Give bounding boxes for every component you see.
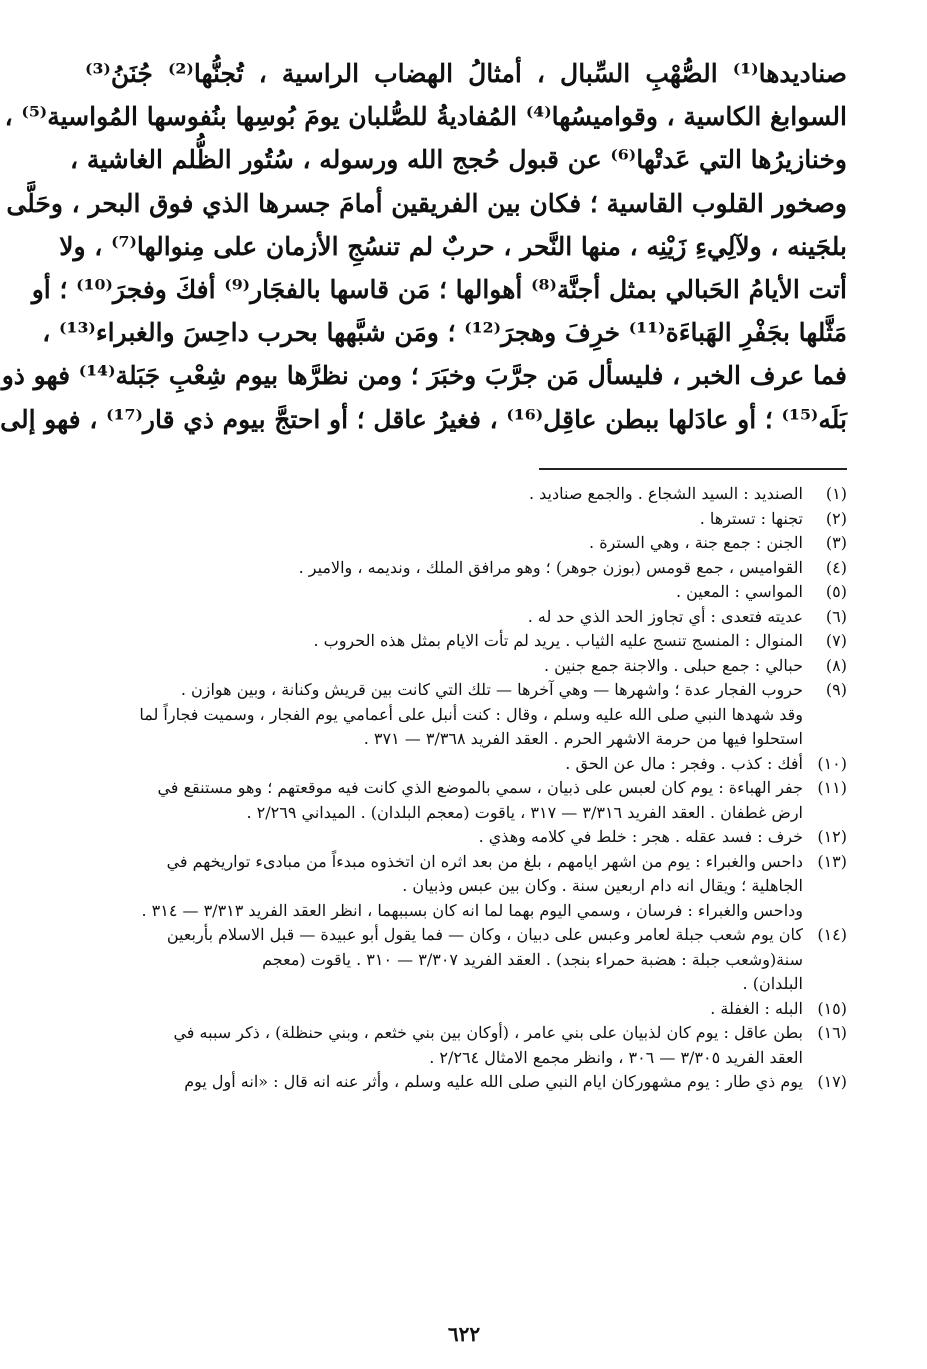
footnote-text: [85, 1021, 803, 1070]
footnote: [85, 580, 847, 605]
footnote-text: [85, 678, 803, 752]
footnote-number: (١٤): [817, 925, 847, 944]
main-text-line: بلجَينه ، ولآلِيءِ زَيْنِه ، منها النَّحر ، حربٌ لم تنسُجِ الأزمان على مِنوالها⁽⁷⁾ ، ولا: [59, 231, 847, 261]
footnote-text: [85, 1070, 803, 1095]
main-text-line: وخنازيرُها التي عَدتْها⁽⁶⁾ عن قبول حُجج الله ورسوله ، سُتُور الظُّلم الغاشية ،: [70, 145, 847, 175]
footnote-text: [85, 580, 803, 605]
footnote-line: المنوال : المنسج تنسج عليه الثياب . يريد لم تأت الايام بمثل هذه الحروب .: [313, 631, 803, 650]
footnote-number: (١٢): [817, 827, 847, 846]
footnote-number: (٥): [825, 582, 847, 601]
page-number: ٦٢٢: [447, 1322, 481, 1346]
footnote-line: المواسي : المعين .: [675, 582, 803, 601]
footnote-line: جفر الهباءة : يوم كان لعبس على ذبيان ، سمي بالموضع الذي كانت فيه موقعتهم ؛ وهو مستنقع في: [157, 778, 803, 797]
footnote: [85, 629, 847, 654]
main-text-line: السوابغ الكاسية ، وقواميسُها⁽⁴⁾ المُفاديةُ للصُّلبان يومَ بُوسِها بنُفوسها المُواسية⁽⁵⁾ ،: [4, 102, 847, 132]
footnote-line: داحس والغبراء : يوم من اشهر ايامهم ، بلغ من بعد اثره ان اتخذوه مبدءاً من مبادىء تواريخهم في: [166, 851, 803, 871]
main-text: [0, 52, 847, 441]
footnote-text: [85, 507, 803, 532]
footnote-line: خرف : فسد عقله . هجر : خلط في كلامه وهذي .: [478, 827, 803, 846]
footnote-number: (٢): [825, 508, 847, 528]
footnote-line: الصنديد : السيد الشجاع . والجمع صناديد .: [528, 484, 803, 503]
footnote-line: حروب الفجار عدة ؛ واشهرها — وهي آخرها — تلك التي كانت بين قريش وكنانة ، وبين هوازن .: [180, 680, 803, 699]
footnote: [85, 678, 847, 752]
footnote: [85, 825, 847, 850]
footnote: [85, 997, 847, 1022]
footnote: [85, 752, 847, 777]
footnote-text: [85, 605, 803, 630]
footnote: [85, 507, 847, 532]
footnote-text: [85, 629, 803, 654]
footnote: [85, 776, 847, 825]
footnote-line: حبالي : جمع حبلى . والاجنة جمع جنين .: [543, 655, 803, 675]
footnote-line: وقد شهدها النبي صلى الله عليه وسلم ، وقال : كنت أنبل على أعمامي يوم الفجار ، وسميت فجاراً لما: [139, 704, 803, 724]
footnote-line: سنة(وشعب جبلة : هضبة حمراء بنجد) . العقد الفريد ٣/٣٠٧ — ٣١٠ . ياقوت (معجم: [262, 949, 803, 969]
footnote-number: (١): [825, 484, 847, 503]
footnote-line: وداحس والغبراء : فرسان ، وسمي اليوم بهما لما انه كان بسببهما ، انظر العقد الفريد ٣/٣١٣ — ٣١٤ .: [141, 900, 803, 920]
footnote-line: البلدان) .: [742, 974, 803, 993]
footnote-text: [85, 482, 803, 507]
footnote: [85, 482, 847, 507]
footnote-line: أفك : كذب . وفجر : مال عن الحق .: [565, 753, 803, 773]
footnote: [85, 654, 847, 679]
footnote-text: [85, 825, 803, 850]
footnote: [85, 923, 847, 997]
footnote-line: القواميس ، جمع قومس (بوزن جوهر) ؛ وهو مرافق الملك ، ونديمه ، والامير .: [298, 557, 803, 577]
footnote: [85, 556, 847, 581]
footnote-separator: [539, 468, 847, 470]
footnote: [85, 1070, 847, 1095]
footnote-number: (٦): [825, 606, 847, 626]
footnote-number: (١٧): [817, 1072, 847, 1091]
footnote-line: الجنن : جمع جنة ، وهي السترة .: [589, 533, 803, 552]
footnote-text: [85, 556, 803, 581]
footnote-number: (٨): [825, 655, 847, 675]
main-text-line: فما عرف الخبر ، فليسأل مَن جرَّبَ وخبَرَ ؛ ومن نظرَّها بيوم شِعْبِ جَبَلة⁽¹⁴⁾ فهو ذو: [1, 361, 847, 391]
footnotes: [85, 482, 847, 1095]
footnote-line: الجاهلية ؛ ويقال انه دام اربعين سنة . وكان بين عبس وذبيان .: [402, 876, 803, 895]
footnote-line: عديته فتعدى : أي تجاوز الحد الذي حد له .: [527, 606, 803, 626]
footnote-line: يوم ذي طار : يوم مشهوركان ايام النبي صلى الله عليه وسلم ، وأثر عنه انه قال : «انه أول يوم: [184, 1072, 803, 1091]
footnote: [85, 531, 847, 556]
footnote-number: (٧): [825, 631, 847, 650]
footnote-text: [85, 997, 803, 1022]
footnote-line: بطن عاقل : يوم كان لذبيان على بني عامر ، (أوكان بين بني خثعم ، وبني حنظلة) ، ذكر سببه في: [173, 1023, 803, 1042]
footnote-number: (١٦): [817, 1023, 847, 1042]
footnote-number: (٩): [825, 680, 847, 699]
footnote-text: [85, 923, 803, 997]
footnote-number: (١٠): [817, 753, 847, 773]
footnote: [85, 850, 847, 924]
footnote-text: [85, 776, 803, 825]
footnote-line: تجنها : تسترها .: [699, 508, 803, 528]
main-text-line: مَثَّلها بجَفْرِ الهَباءَة⁽¹¹⁾ خرِفَ وهجرَ⁽¹²⁾ ؛ ومَن شبَّهها بحرب داحِسَ والغبراء⁽¹³⁾ ،: [42, 318, 847, 348]
footnote-line: كان يوم شعب جبلة لعامر وعبس على دبيان ، وكان — فما يقول أبو عبيدة — قبل الاسلام بأربعين: [166, 925, 803, 944]
footnote: [85, 605, 847, 630]
footnote-text: [85, 531, 803, 556]
footnote-number: (١٣): [817, 851, 847, 871]
footnote-number: (٤): [825, 557, 847, 577]
footnote-line: ارض غطفان . العقد الفريد ٣/٣١٦ — ٣١٧ ، ياقوت (معجم البلدان) . الميداني ٢/٢٦٩ .: [246, 802, 803, 822]
main-text-line: أتت الأيامُ الحَبالي بمثل أجنَّة⁽⁸⁾ أهوالها ؛ مَن قاسها بالفجَار⁽⁹⁾ أفكَ وفجرَ⁽¹⁰⁾ ؛ أو: [31, 274, 847, 304]
main-text-line: بَلَه⁽¹⁵⁾ ؛ أو عادَلها ببطن عاقِل⁽¹⁶⁾ ، فغيرُ عاقل ؛ أو احتجَّ بيوم ذي قار⁽¹⁷⁾ ، فهو إلى: [0, 404, 847, 434]
footnote-line: العقد الفريد ٣/٣٠٥ — ٣٠٦ ، وانظر مجمع الامثال ٢/٢٦٤ .: [429, 1047, 803, 1067]
main-text-line: وصخور القلوب القاسية ؛ فكان بين الفريقين أمامَ جسرها الذي فوق البحر ، وحَلَّى: [6, 188, 847, 218]
footnote-number: (١١): [817, 778, 847, 797]
footnote-number: (٣): [825, 533, 847, 552]
book-page: [1, 0, 927, 1369]
footnote-line: البله : الغفلة .: [710, 998, 803, 1018]
footnote-text: [85, 654, 803, 679]
footnote-line: استحلوا فيها من حرمة الاشهر الحرم . العقد الفريد ٣/٣٦٨ — ٣٧١ .: [363, 729, 803, 748]
footnote-number: (١٥): [817, 998, 847, 1018]
main-text-line: صناديدها⁽¹⁾ الصُّهْبِ السِّبال ، أمثالُ الهضاب الراسية ، تُجنُّها⁽²⁾ جُنَنُ⁽³⁾: [85, 59, 847, 88]
footnote-text: [85, 850, 803, 924]
footnote-text: [85, 752, 803, 777]
footnote: [85, 1021, 847, 1070]
